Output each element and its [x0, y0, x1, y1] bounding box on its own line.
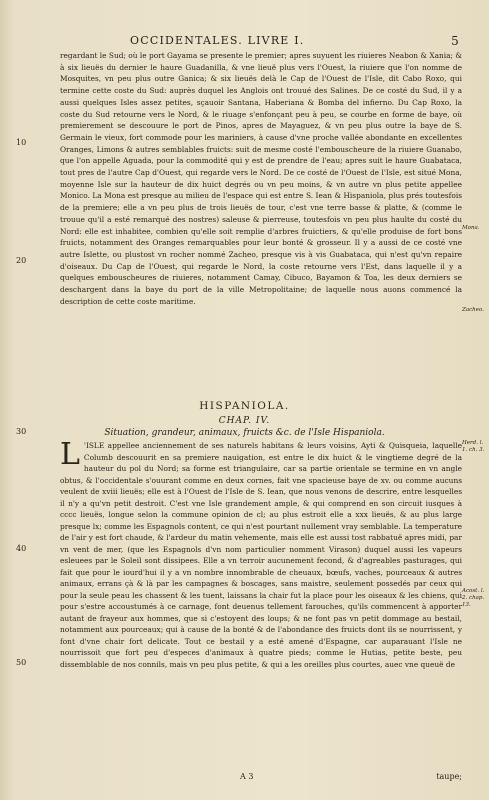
margin-note: Zacheo.	[462, 307, 484, 313]
line-number: 20	[16, 256, 27, 265]
margin-note: Herd. l. 1. ch. 3.	[462, 440, 485, 453]
line-number: 10	[16, 138, 27, 147]
page-number: 5	[451, 34, 460, 48]
chapter-heading: CHAP. IV.	[218, 416, 271, 426]
chapter-subtitle: Situation, grandeur, animaux, fruicts &c. de l'Isle Hispaniola.	[104, 428, 385, 438]
signature-mark: A 3	[240, 772, 254, 781]
paragraph-1	[60, 50, 462, 307]
paragraph-1-text: regardant le Sud; où le port Gayama se presente le premier; apres suyuent les riuieres Neabon & Xania; & à six lieuës du dernier le haure Guadanilla, & vne lieuë plus vers l'Ouest, la riuiere que l'on nomme de Mosquites, vn peu plus outre Ganica; & six lieuës delà le Cap de l'Ouest de l'Isle, dit Cabo Roxo, qui termine cette coste du Sud: auprès duquel les Anglois ont trouué des Salines. De ce costé du Sud, il y a aussi quelques Isles assez petites, sçauoir Santana, Haberiana & Bomba del infierno. Du Cap Roxo, la coste du Sud retourne vers le Nord, & le riuage s'enfonçant peu à peu, se courbe en forme de baye, où premierement se descouure le port de Pinos, apres de Mayaguez, & vn peu plus outre la baye de S. Germain le vieux, fort commode pour les mariniers, à cause d'vne proche vallée abondante en excellentes Oranges, Limons & autres semblables fruicts: suit de mesme costé l'embouscheure de la riuiere Guanabo, que l'on appelle Aguada, pour la commodité qui y est de prendre de l'eau; apres suit le haure Guabataca, tout pres de l'autre Cap d'Ouest, qui regarde vers le Nord. De ce costé de l'Ouest de l'Isle, est situé Mona, moyenne Isle sur la hauteur de dix huict degrés ou vn peu moins, & vn autre vn plus petite appellee Monico. La Mona est presque au milieu de l'espace qui est entre S. Iean & Hispaniola, plus prés toutesfois de la premiere; elle a vn peu plus de trois lieuës de tour, c'est vne terre basse & platte, & (comme le trouue qu'il a esté remarqué des nostres) saleuse & pierreuse, toutesfois vn peu plus haulte du costé du Nord: elle est inhabitee, combien qu'elle soit remplie d'arbres fruictiers, & qu'elle produise de fort bons fruicts, notamment des Oranges remarquables pour leur bonté & grosseur. Il y a aussi de ce costé vne autre Islette, ou plustost vn rocher nommé Zacheo, presque vis à vis Guabataca, qui n'est qu'vn repaire d'oiseaux. Du Cap de l'Ouest, qui regarde le Nord, la coste retourne vers l'Est, dans laquelle il y a quelques embouscheures de riuieres, notamment Camay, Cibuco, Bayamon & Toa, les deux derniers se deschargent dans la baye du port de la ville Metropolitaine; de laquelle nous auons commencé la description de cette coste maritime.	[60, 51, 462, 306]
paragraph-2-text: 'ISLE appellee anciennement de ses naturels habitans & leurs voisins, Ayti & Quisqueia, laquelle Columb descouurit en sa premiere nauigation, est entre le dix huict & le vingtieme degré de la hauteur du pol du Nord; sa forme est triangulaire, car sa partie orientale se termine en vn angle obtus, & l'occidentale s'ouurant comme en deux cornes, fait vne spacieuse baye de xv. ou comme aucuns veulent de xviii lieuës; elle est à l'Ouest de l'Isle de S. Iean, que nous venons de descrire, entre lesquelles il n'y a qu'vn petit destroit. C'est vne Isle grandement ample, & qui comprend en son circuit iusques à cccc lieuës, longue selon la commune opinion de cl; au plus estroit elle a xxx lieuës, & au plus large presque lx; comme les Espagnols content, ce qui n'est pourtant nullement vray semblable. La temperature de l'air y est fort chaude, & l'ardeur du matin vehemente, mais elle est aussi tost rabbatuë apres midi, par vn vent de mer, (que les Espagnols d'vn nom particulier nomment Virason) duquel aussi les vapeurs esleuees par le Soleil sont dissipees. Elle a vn terroir aucunement fecond, & d'agreables pasturages, qui fait que pour le iourd'hui il y a vn nombre innombrable de cheuaux, bœufs, vaches, pourceaux & autres animaux, errans çà & là par les campagnes & boscages, sans maistre, seulement possedés par ceux qui pour la seule peau les chassent & les tuent, laissans la chair fut la place pour les oiseaux & les chiens, qui pour s'estre accoustumés à ce carnage, font deuenus tellement farouches, qu'ils commencent à apporter autant de frayeur aux hommes, que si c'estoyent des loups; & ne font pas vn petit dommage au bestail, notamment aux pourceaux; qui à cause de la bonté & de l'abondance des fruicts dont ils se nourrissent, y font d'vne chair fort delicate. Tout ce bestail y a esté amené d'Espagne, car auparauant l'Isle ne nourrissoit que fort peu d'especes d'animaux à quatre pieds; comme le Hutias, petite beste, peu dissemblable de nos connils, mais vn peu plus petite, & qui a les oreilles plus courtes, auec vne queuë de	[60, 441, 462, 669]
margin-note: Acost. l. 2. chap. 13.	[462, 588, 485, 608]
paragraph-2	[60, 437, 462, 670]
running-title: OCCIDENTALES. LIVRE I.	[130, 34, 305, 47]
margin-note: Mona.	[462, 225, 480, 231]
line-number: 30	[16, 427, 27, 436]
running-header	[60, 34, 460, 48]
catchword: taupe;	[436, 772, 462, 781]
line-number: 40	[16, 544, 27, 553]
drop-cap: L	[60, 437, 80, 472]
section-heading: HISPANIOLA.	[199, 400, 290, 412]
line-number: 50	[16, 658, 27, 667]
page-footer	[60, 772, 462, 784]
